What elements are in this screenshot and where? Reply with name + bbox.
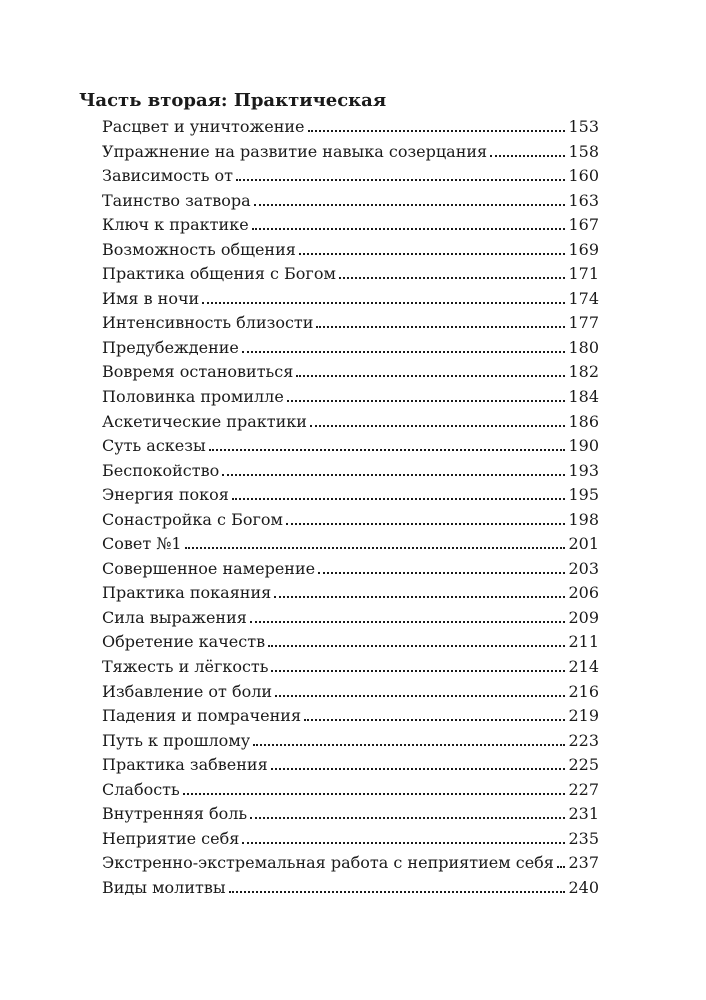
toc-entry [102, 409, 599, 434]
toc-entry-page-number: 198 [568, 509, 599, 529]
toc-entry-title: Экстренно-экстремальная работа с неприятием себя [102, 853, 554, 873]
toc-dot-leader [316, 310, 565, 328]
toc-entry-title: Упражнение на развитие навыка созерцания [102, 141, 488, 161]
toc-dot-leader [236, 163, 565, 181]
toc-dot-leader [287, 384, 566, 402]
toc-entry-page-number: 163 [568, 190, 599, 210]
toc-dot-leader [318, 556, 565, 574]
toc-entry-page-number: 186 [568, 411, 599, 431]
toc-entry-title: Суть аскезы [102, 436, 206, 456]
toc-entry-title: Зависимость от [102, 166, 233, 186]
toc-dot-leader [490, 139, 565, 157]
toc-entry [102, 679, 599, 704]
toc-entry [102, 605, 599, 630]
toc-dot-leader [250, 801, 565, 819]
toc-entry [102, 261, 599, 286]
toc-dot-leader [304, 703, 565, 721]
toc-entry-page-number: 167 [568, 215, 599, 235]
toc-entry-page-number: 231 [568, 804, 599, 824]
toc-dot-leader [183, 777, 566, 795]
toc-entry-title: Вовремя остановиться [102, 362, 294, 382]
toc-entry-page-number: 153 [568, 117, 599, 136]
toc-entry [102, 850, 599, 875]
toc-entry [102, 507, 599, 532]
toc-entry [102, 482, 599, 507]
toc-entry-title: Половинка промилле [102, 387, 284, 407]
toc-entry [102, 384, 599, 409]
toc-entry-title: Имя в ночи [102, 288, 200, 308]
toc-entry [102, 654, 599, 679]
toc-entry [102, 335, 599, 360]
toc-entry-title: Сонастройка с Богом [102, 509, 283, 529]
toc-entry [102, 875, 599, 900]
toc-entry [102, 801, 599, 826]
toc-entry [102, 777, 599, 802]
toc-entry-title: Возможность общения [102, 239, 296, 259]
toc-dot-leader [310, 409, 566, 427]
toc-entry-page-number: 223 [568, 730, 599, 750]
toc-entry [102, 286, 599, 311]
toc-entry-page-number: 219 [568, 706, 599, 726]
toc-entry-title: Практика покаяния [102, 583, 272, 603]
toc-entry-title: Беспокойство [102, 460, 220, 480]
toc-dot-leader [271, 752, 566, 770]
toc-entry-page-number: 171 [568, 264, 599, 284]
toc-entry-title: Аскетические практики [102, 411, 307, 431]
toc-entry-page-number: 195 [568, 485, 599, 505]
toc-dot-leader [250, 605, 566, 623]
toc-entry-page-number: 190 [568, 436, 599, 456]
toc-dot-leader [242, 335, 566, 353]
toc-entry [102, 458, 599, 483]
toc-dot-leader [202, 286, 565, 304]
toc-entry [102, 237, 599, 262]
toc-entry-title: Энергия покоя [102, 485, 229, 505]
toc-entry-page-number: 225 [568, 755, 599, 775]
toc-entry [102, 556, 599, 581]
toc-entry-page-number: 169 [568, 239, 599, 259]
toc-entry-title: Падения и помрачения [102, 706, 302, 726]
toc-entry-title: Практика забвения [102, 755, 268, 775]
toc-entry-title: Внутренняя боль [102, 804, 248, 824]
toc-entry [102, 752, 599, 777]
toc-entry [102, 703, 599, 728]
toc-entry [102, 728, 599, 753]
toc-entry-title: Таинство затвора [102, 190, 251, 210]
toc-entry-title: Неприятие себя [102, 828, 240, 848]
toc-entry-page-number: 160 [568, 166, 599, 186]
toc-dot-leader [268, 629, 565, 647]
toc-entry [102, 310, 599, 335]
toc-dot-leader [274, 580, 565, 598]
toc-dot-leader [222, 458, 565, 476]
toc-entry-page-number: 211 [568, 632, 599, 652]
toc-entry [102, 629, 599, 654]
toc-entry [102, 188, 599, 213]
toc-entry [102, 531, 599, 556]
toc-entry-title: Предубеждение [102, 337, 239, 357]
toc-entry-page-number: 201 [568, 534, 599, 554]
toc-entry [102, 163, 599, 188]
toc-entry-page-number: 184 [568, 387, 599, 407]
toc-entry [102, 114, 599, 139]
toc-entry [102, 433, 599, 458]
toc-dot-leader [253, 728, 565, 746]
toc-entry-title: Виды молитвы [102, 877, 226, 897]
toc-entry [102, 826, 599, 851]
toc-dot-leader [209, 433, 566, 451]
toc-entry-page-number: 177 [568, 313, 599, 333]
toc-entry [102, 580, 599, 605]
toc-dot-leader [229, 875, 566, 893]
toc-entry-page-number: 193 [568, 460, 599, 480]
toc-dot-leader [271, 654, 565, 672]
toc-entry-title: Тяжесть и лёгкость [102, 657, 269, 677]
toc-entry-title: Обретение качеств [102, 632, 266, 652]
toc-entry-page-number: 240 [568, 877, 599, 897]
toc-dot-leader [299, 237, 566, 255]
toc-entry-page-number: 203 [568, 558, 599, 578]
toc-entry-title: Путь к прошлому [102, 730, 251, 750]
toc-entry-page-number: 227 [568, 779, 599, 799]
toc-entry-title: Избавление от боли [102, 681, 273, 701]
toc-entry-title: Слабость [102, 779, 180, 799]
toc-entry-page-number: 216 [568, 681, 599, 701]
table-of-contents [102, 114, 599, 900]
toc-dot-leader [242, 826, 565, 844]
toc-dot-leader [185, 531, 566, 549]
section-title: Часть вторая: Практическая [79, 90, 387, 111]
toc-entry-title: Интенсивность близости [102, 313, 314, 333]
toc-entry-title: Практика общения с Богом [102, 264, 336, 284]
toc-entry-page-number: 174 [568, 288, 599, 308]
toc-dot-leader [339, 261, 566, 279]
toc-entry-page-number: 158 [568, 141, 599, 161]
toc-entry-page-number: 235 [568, 828, 599, 848]
toc-entry [102, 212, 599, 237]
toc-entry-page-number: 237 [568, 853, 599, 873]
toc-entry-page-number: 214 [568, 657, 599, 677]
toc-entry-title: Расцвет и уничтожение [102, 117, 305, 136]
toc-entry-title: Совершенное намерение [102, 558, 316, 578]
toc-entry-page-number: 182 [568, 362, 599, 382]
toc-entry-page-number: 180 [568, 337, 599, 357]
toc-dot-leader [254, 188, 566, 206]
toc-dot-leader [232, 482, 566, 500]
toc-entry-title: Совет №1 [102, 534, 182, 554]
toc-dot-leader [275, 679, 565, 697]
toc-entry [102, 359, 599, 384]
toc-entry-page-number: 209 [568, 607, 599, 627]
toc-dot-leader [286, 507, 566, 525]
toc-entry-page-number: 206 [568, 583, 599, 603]
toc-dot-leader [557, 850, 566, 868]
toc-entry [102, 139, 599, 164]
toc-entry-title: Ключ к практике [102, 215, 249, 235]
toc-entry-title: Сила выражения [102, 607, 247, 627]
toc-dot-leader [252, 212, 566, 230]
toc-dot-leader [296, 359, 565, 377]
toc-dot-leader [308, 114, 566, 132]
